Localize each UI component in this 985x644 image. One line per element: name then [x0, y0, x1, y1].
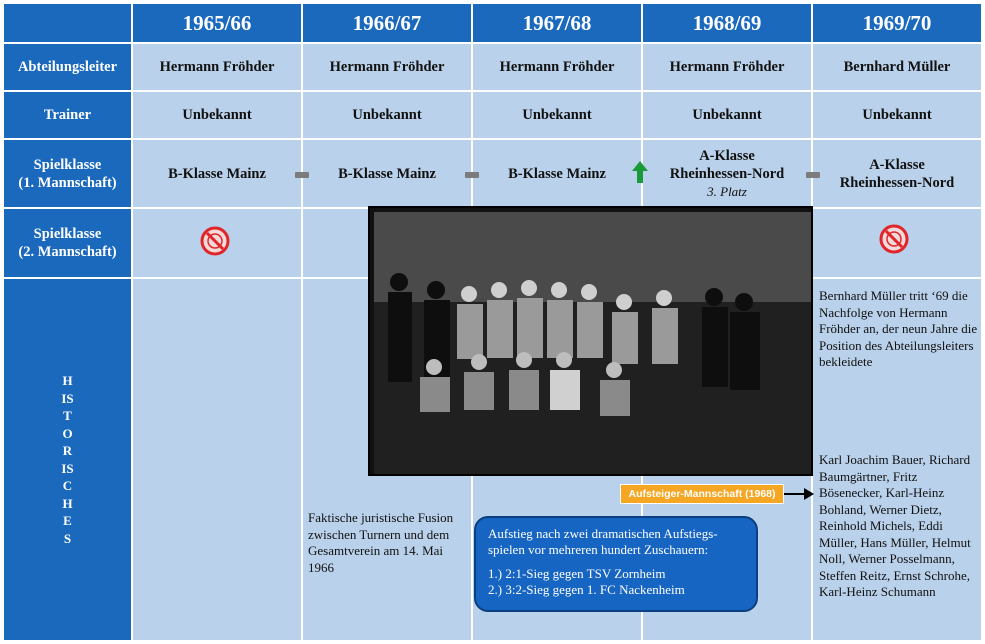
trainer-1968: Unbekannt [643, 92, 811, 138]
team-photo-image [374, 212, 807, 470]
bubble-result-2: 2.) 3:2-Sieg gegen 1. FC Nackenheim [488, 582, 685, 597]
trainer-1965: Unbekannt [133, 92, 301, 138]
league-name: A-Klasse [869, 156, 925, 173]
season-header-1965: 1965/66 [133, 4, 301, 42]
row-label-trainer: Trainer [4, 92, 131, 138]
vertical-label: HISTORISCHES [61, 373, 74, 546]
dash-icon [295, 172, 309, 178]
row-label-line: (1. Mannschaft) [18, 174, 117, 191]
league-1969 [813, 140, 981, 207]
no-entry-icon [200, 226, 230, 256]
row-label-line: (2. Mannschaft) [18, 244, 117, 260]
league-name: B-Klasse Mainz [168, 165, 266, 182]
arrow-right-icon [784, 487, 814, 501]
league-1966 [303, 140, 471, 207]
league-1967 [473, 140, 641, 207]
leader-1968: Hermann Fröhder [643, 44, 811, 90]
season-header-1966: 1966/67 [303, 4, 471, 42]
season-header-1969: 1969/70 [813, 4, 981, 42]
row-label-spielklasse-2 [4, 209, 131, 277]
players-list: Karl Joachim Bauer, Richard Baumgärtner, Fritz Bösenecker, Karl-Heinz Bohland, Werner Dietz, Reinhold Michels, Eddi Müller, Hans Müller, Helmut Noll, Werner Posselmann, Steffen Reitz, Ernst Schrohe, Karl-Heinz Schumann [819, 452, 971, 599]
history-1965 [133, 279, 301, 640]
team-silhouettes [374, 212, 811, 474]
mueller-note: Bernhard Müller tritt ‘69 die Nachfolge von Hermann Fröhder an, der neun Jahre die Position des Abteilungsleiters bekleidete [819, 288, 978, 369]
row-label-abteilungsleiter: Abteilungsleiter [4, 44, 131, 90]
row-label-historisches [4, 279, 131, 640]
up-arrow-icon [631, 160, 649, 184]
row-label-line: Spielklasse [33, 226, 102, 242]
leader-1967: Hermann Fröhder [473, 44, 641, 90]
row-label-line: Spielklasse [33, 156, 102, 173]
photo-caption: Aufsteiger-Mannschaft (1968) [620, 484, 784, 504]
fusion-note: Faktische juristische Fusion zwischen Turnern und dem Gesamtverein am 14. Mai 1966 [308, 510, 454, 575]
leader-1966: Hermann Fröhder [303, 44, 471, 90]
leader-1969: Bernhard Müller [813, 44, 981, 90]
corner-cell [4, 4, 131, 42]
dash-icon [806, 172, 820, 178]
leader-1965: Hermann Fröhder [133, 44, 301, 90]
promotion-bubble [474, 516, 758, 612]
team-photo [368, 206, 813, 476]
bubble-result-1: 1.) 2:1-Sieg gegen TSV Zornheim [488, 566, 666, 581]
row-label-spielklasse-1 [4, 140, 131, 207]
season-header-1968: 1968/69 [643, 4, 811, 42]
league-1965 [133, 140, 301, 207]
season-header-1967: 1967/68 [473, 4, 641, 42]
league-place: 3. Platz [707, 183, 747, 199]
league-region: Rheinhessen-Nord [669, 165, 785, 182]
trainer-1969: Unbekannt [813, 92, 981, 138]
league-name: B-Klasse Mainz [508, 165, 606, 182]
dash-icon [465, 172, 479, 178]
league-name: A-Klasse [699, 147, 755, 164]
league-name: B-Klasse Mainz [338, 165, 436, 182]
bubble-intro: Aufstieg nach zwei dramatischen Aufstiegs-spielen vor mehreren hundert Zuschauern: [488, 526, 718, 557]
trainer-1967: Unbekannt [473, 92, 641, 138]
trainer-1966: Unbekannt [303, 92, 471, 138]
league-1968 [643, 140, 811, 207]
league-region: Rheinhessen-Nord [839, 174, 955, 191]
no-entry-icon [879, 224, 909, 254]
